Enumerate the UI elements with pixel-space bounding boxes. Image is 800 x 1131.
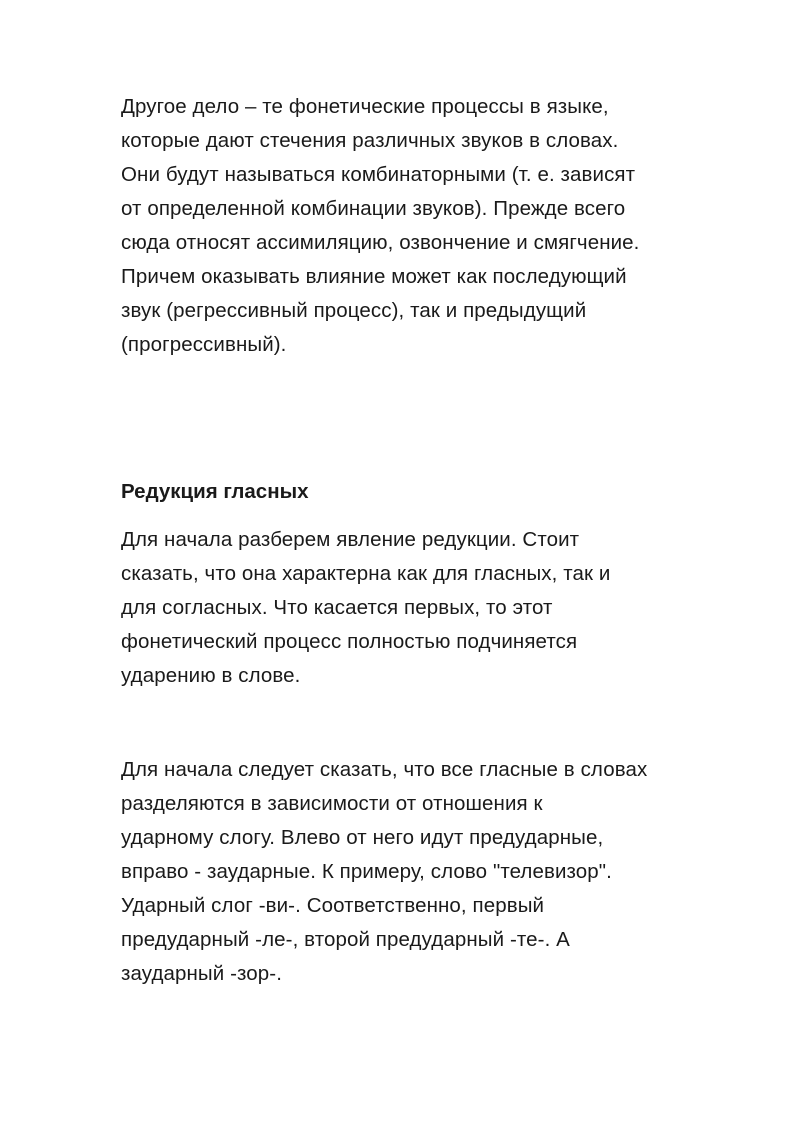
text-line: Причем оказывать влияние может как последующий xyxy=(121,265,627,288)
text-line: Они будут называться комбинаторными (т. е. зависят xyxy=(121,163,636,186)
text-line: разделяются в зависимости от отношения к xyxy=(121,792,543,815)
text-line: ударению в слове. xyxy=(121,664,301,687)
text-line: предударный -ле-, второй предударный -те-. А xyxy=(121,928,570,951)
text-line: Для начала следует сказать, что все гласные в словах xyxy=(121,758,648,781)
text-line: Ударный слог -ви-. Соответственно, первый xyxy=(121,894,545,917)
text-line: (прогрессивный). xyxy=(121,333,287,356)
text-line: для согласных. Что касается первых, то этот xyxy=(121,596,553,619)
paragraph-reduction-intro xyxy=(121,523,690,693)
text-line: сюда относят ассимиляцию, озвончение и смягчение. xyxy=(121,231,640,254)
text-line: фонетический процесс полностью подчиняется xyxy=(121,630,578,653)
paragraph-stress-example xyxy=(121,753,690,991)
text-line: звук (регрессивный процесс), так и предыдущий xyxy=(121,299,587,322)
text-line: вправо - заударные. К примеру, слово "телевизор". xyxy=(121,860,612,883)
section-heading: Редукция гласных xyxy=(121,480,309,503)
text-line: Другое дело – те фонетические процессы в языке, xyxy=(121,95,609,118)
text-line: ударному слогу. Влево от него идут предударные, xyxy=(121,826,604,849)
paragraph-combinatory-processes xyxy=(121,90,690,362)
text-line: от определенной комбинации звуков). Прежде всего xyxy=(121,197,626,220)
text-line: заударный -зор-. xyxy=(121,962,283,985)
text-line: Для начала разберем явление редукции. Стоит xyxy=(121,528,580,551)
text-line: сказать, что она характерна как для гласных, так и xyxy=(121,562,611,585)
text-line: которые дают стечения различных звуков в словах. xyxy=(121,129,619,152)
